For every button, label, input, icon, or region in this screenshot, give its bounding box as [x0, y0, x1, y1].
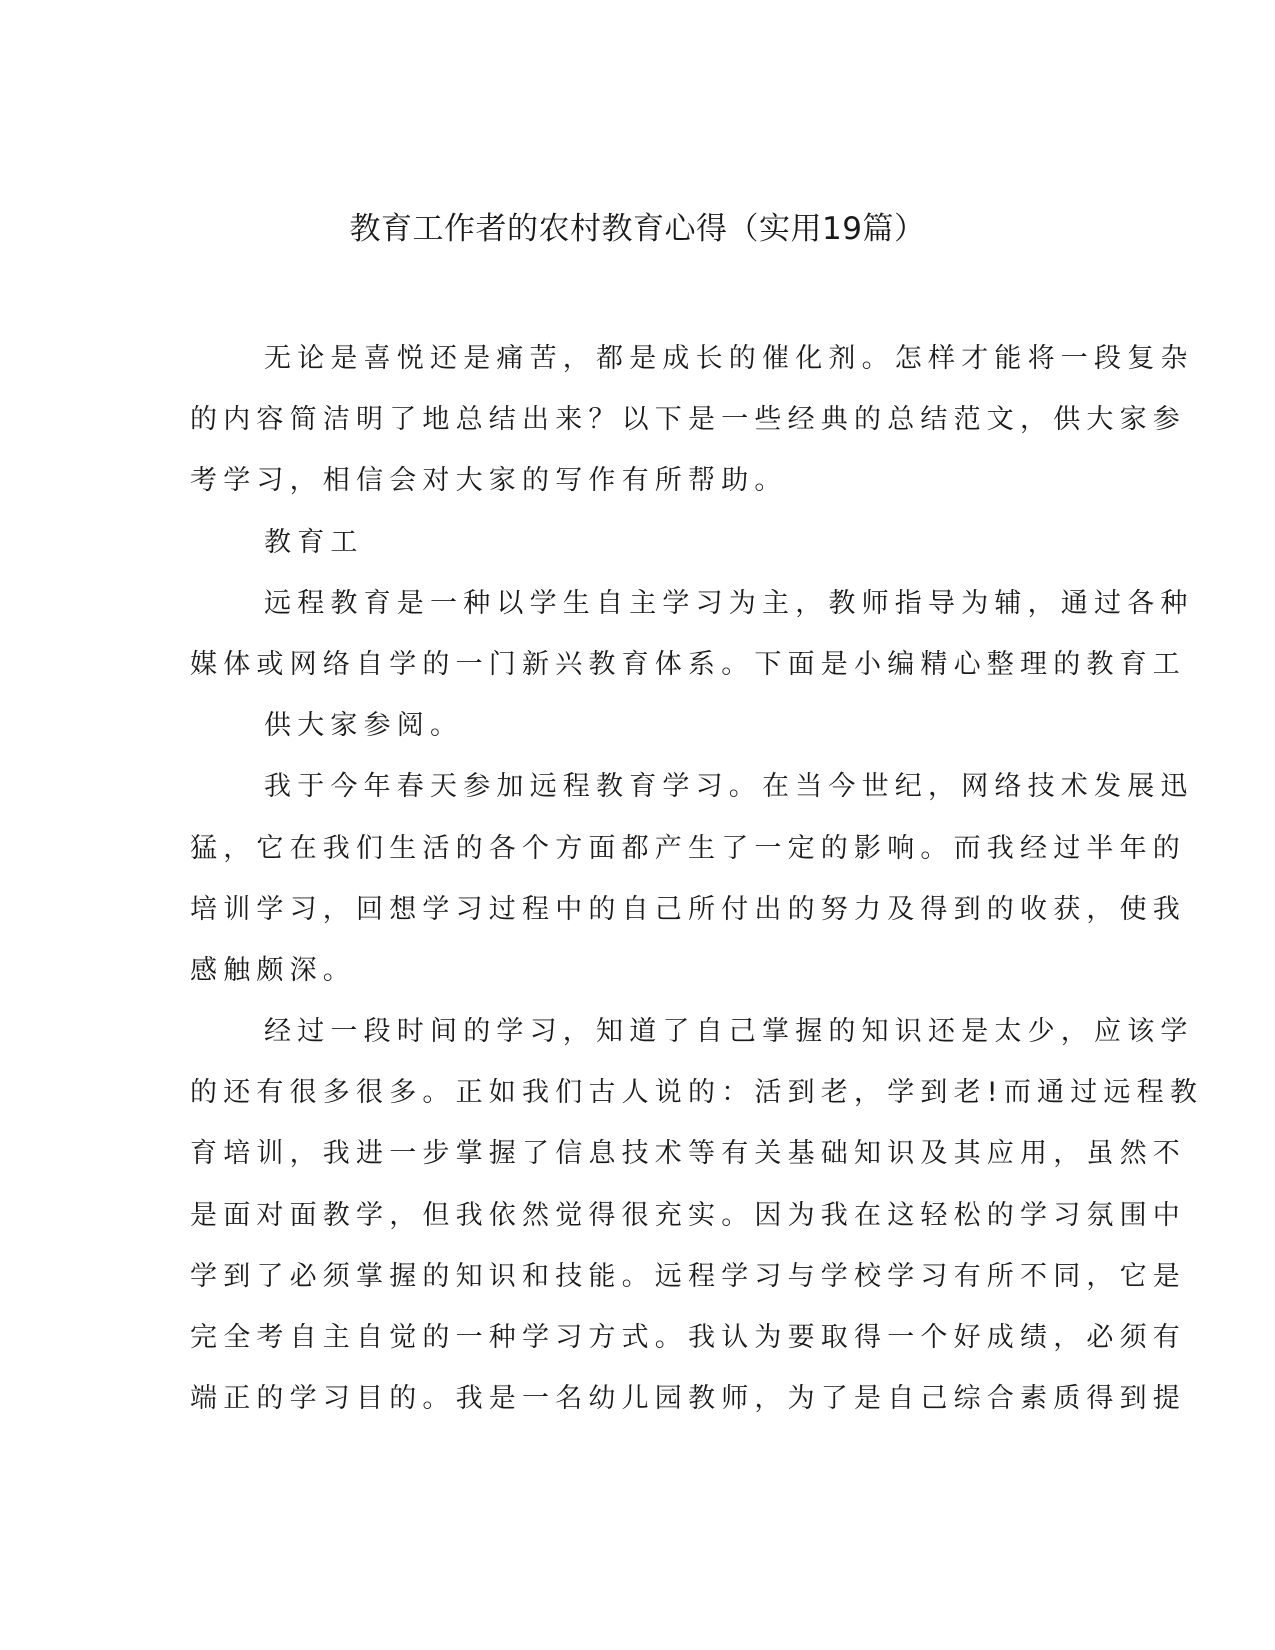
text-line: 考学习，相信会对大家的写作有所帮助。: [190, 465, 788, 497]
text-line: 我于今年春天参加远程教育学习。在当今世纪，网络技术发展迅: [264, 771, 1194, 803]
text-line: 教育工: [264, 526, 364, 558]
text-line: 育培训，我进一步掌握了信息技术等有关基础知识及其应用，虽然不: [190, 1138, 1186, 1170]
paragraph-learning-reflection: [190, 1001, 1204, 1429]
text-line: 学到了必须掌握的知识和技能。远程学习与学校学习有所不同，它是: [190, 1260, 1186, 1292]
document-body: [190, 328, 1204, 1429]
text-line: 完全考自主自觉的一种学习方式。我认为要取得一个好成绩，必须有: [190, 1322, 1186, 1353]
text-line: 培训学习，回想学习过程中的自己所付出的努力及得到的收获，使我: [190, 893, 1186, 925]
paragraph-remote-education: [190, 573, 1194, 695]
text-line: 感触颇深。: [190, 954, 356, 986]
text-line: 端正的学习目的。我是一名幼儿园教师，为了是自己综合素质得到提: [190, 1383, 1186, 1415]
document-title: 教育工作者的农村教育心得（实用19篇）: [349, 211, 926, 247]
paragraph-for-reference: [190, 695, 1090, 756]
paragraph-intro: [190, 328, 1194, 512]
text-line: 远程教育是一种以学生自主学习为主，教师指导为辅，通过各种: [264, 587, 1194, 619]
text-line: 无论是喜悦还是痛苦，都是成长的催化剂。怎样才能将一段复杂: [264, 343, 1194, 374]
text-line: 的还有很多很多。正如我们古人说的：活到老，学到老!而通过远程教: [190, 1077, 1204, 1109]
text-line: 供大家参阅。: [264, 710, 464, 742]
text-line: 是面对面教学，但我依然觉得很充实。因为我在这轻松的学习氛围中: [190, 1199, 1186, 1231]
text-line: 媒体或网络自学的一门新兴教育体系。下面是小编精心整理的教育工: [190, 648, 1186, 680]
paragraph-spring-study: [190, 756, 1194, 1001]
paragraph-heading-fragment: [190, 512, 1090, 573]
text-line: 的内容简洁明了地总结出来？以下是一些经典的总结范文，供大家参: [190, 404, 1186, 436]
text-line: 经过一段时间的学习，知道了自己掌握的知识还是太少，应该学: [264, 1016, 1194, 1048]
text-line: 猛，它在我们生活的各个方面都产生了一定的影响。而我经过半年的: [190, 832, 1186, 864]
